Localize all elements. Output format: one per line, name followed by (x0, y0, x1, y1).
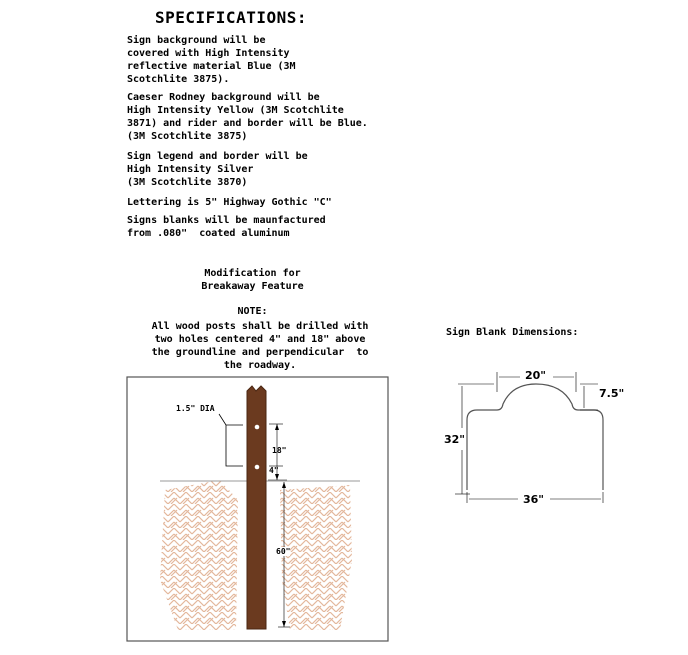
width-label: 36" (523, 493, 545, 506)
note-heading: NOTE: (237, 306, 268, 317)
height-label: 32" (444, 433, 466, 446)
note-text: All wood posts shall be drilled with two holes centered 4" and 18" above the groundline and perpendicular to the roadway. (151, 321, 369, 371)
hole-dia-label: 1.5" DIA (176, 404, 215, 413)
upper-gap-label: 18" (272, 446, 287, 455)
embed-label: 60" (276, 547, 291, 556)
spec-lettering: Lettering is 5" Highway Gothic "C" (127, 197, 332, 208)
shoulder-label: 7.5" (599, 387, 625, 400)
page-title: SPECIFICATIONS: (155, 8, 307, 27)
sign-blank-outline (467, 384, 603, 490)
modification-heading: Modification for Breakaway Feature (201, 268, 304, 292)
spec-blanks: Signs blanks will be maunfactured from .080" coated aluminum (127, 215, 326, 239)
sign-blank-title: Sign Blank Dimensions: (446, 327, 579, 338)
lower-gap-label: 4" (269, 466, 279, 475)
spec-legend-border: Sign legend and border will be High Intensity Silver (3M Scotchlite 3870) (127, 151, 308, 188)
top-width-label: 20" (525, 369, 547, 382)
spec-caeser-rodney: Caeser Rodney background will be High Intensity Yellow (3M Scotchlite 3871) and rider and border will be Blue. (3M Scotchlite 3875) (127, 92, 368, 142)
spec-background: Sign background will be covered with High Intensity reflective material Blue (3M Scotchlite 3875). (127, 35, 296, 85)
